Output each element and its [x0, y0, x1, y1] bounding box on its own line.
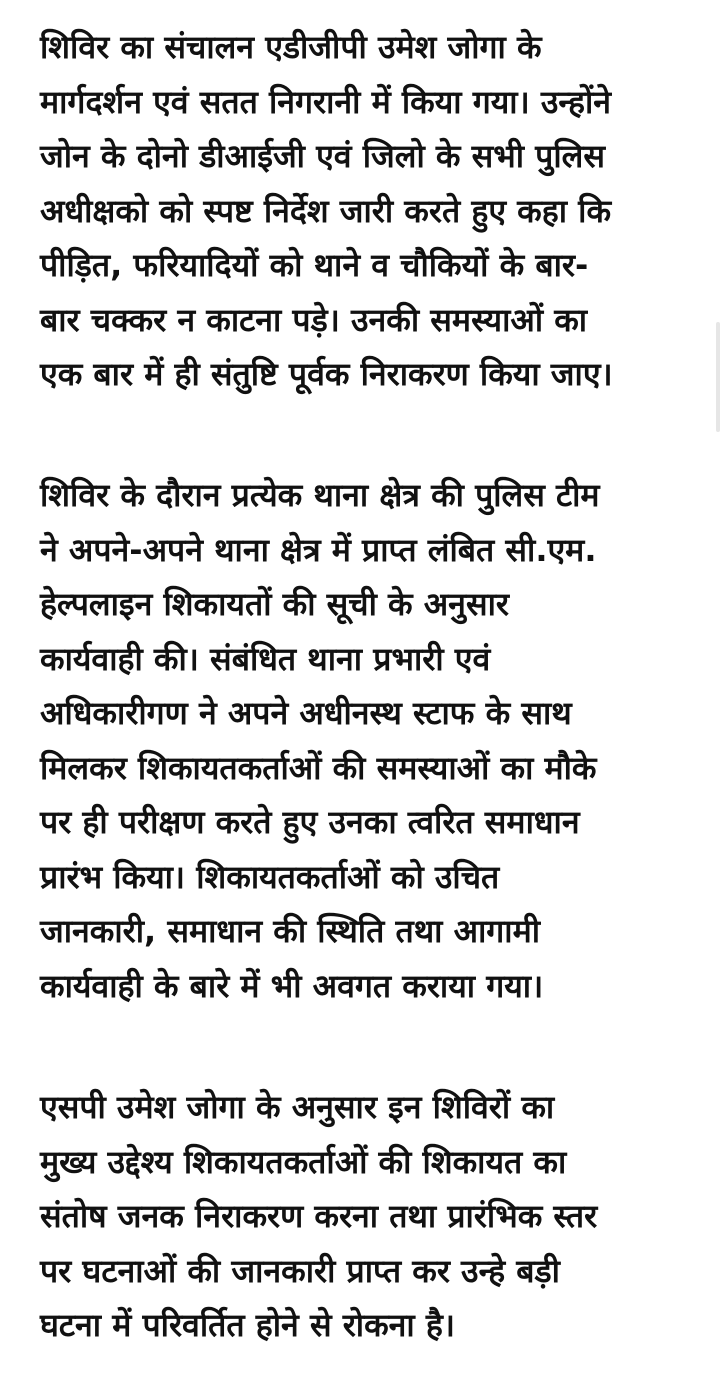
text-line: मार्गदर्शन एवं सतत निगरानी में किया गया। उन्होंने	[40, 82, 612, 121]
text-line: कार्यवाही के बारे में भी अवगत कराया गया।	[40, 966, 544, 1005]
text-line: अधिकारीगण ने अपने अधीनस्थ स्टाफ के साथ	[40, 694, 572, 732]
text-line: बार चक्कर न काटना पड़े। उनकी समस्याओं का	[40, 300, 588, 339]
text-line: मिलकर शिकायतकर्ताओं की समस्याओं का मौके	[40, 748, 597, 787]
text-line: जोन के दोनो डीआईजी एवं जिलो के सभी पुलिस	[40, 137, 605, 175]
paragraph-3	[40, 1080, 597, 1353]
text-line: कार्यवाही की। संबंधित थाना प्रभारी एवं	[40, 639, 491, 678]
text-line: शिविर का संचालन एडीजीपी उमेश जोगा के	[40, 28, 542, 66]
text-line: एक बार में ही संतुष्टि पूर्वक निराकरण किया जाए।	[40, 355, 613, 393]
text-line: ने अपने-अपने थाना क्षेत्र में प्राप्त लंबित सी.एम.	[40, 530, 597, 569]
text-line: हेल्पलाइन शिकायतों की सूची के अनुसार	[40, 585, 509, 623]
paragraph-2	[40, 468, 600, 1013]
text-line: पर ही परीक्षण करते हुए उनका त्वरित समाधान	[40, 803, 580, 841]
text-line: एसपी उमेश जोगा के अनुसार इन शिविरों का	[40, 1088, 555, 1126]
text-line: अधीक्षको को स्पष्ट निर्देश जारी करते हुए कहा कि	[40, 191, 612, 230]
text-line: शिविर के दौरान प्रत्येक थाना क्षेत्र की पुलिस टीम	[40, 476, 600, 514]
text-line: मुख्य उद्देश्य शिकायतकर्ताओं की शिकायत का	[40, 1142, 567, 1181]
text-line: संतोष जनक निराकरण करना तथा प्रारंभिक स्तर	[40, 1197, 598, 1235]
scrollbar-thumb[interactable]	[716, 322, 720, 432]
text-line: जानकारी, समाधान की स्थिति तथा आगामी	[40, 912, 541, 950]
text-line: पीड़ित, फरियादियों को थाने व चौकियों के बार-	[40, 246, 589, 284]
paragraph-1	[40, 20, 613, 402]
text-line: पर घटनाओं की जानकारी प्राप्त कर उन्हे बड़ी	[40, 1251, 560, 1290]
text-line: घटना में परिवर्तित होने से रोकना है।	[40, 1306, 455, 1344]
text-line: प्रारंभ किया। शिकायतकर्ताओं को उचित	[40, 857, 500, 896]
